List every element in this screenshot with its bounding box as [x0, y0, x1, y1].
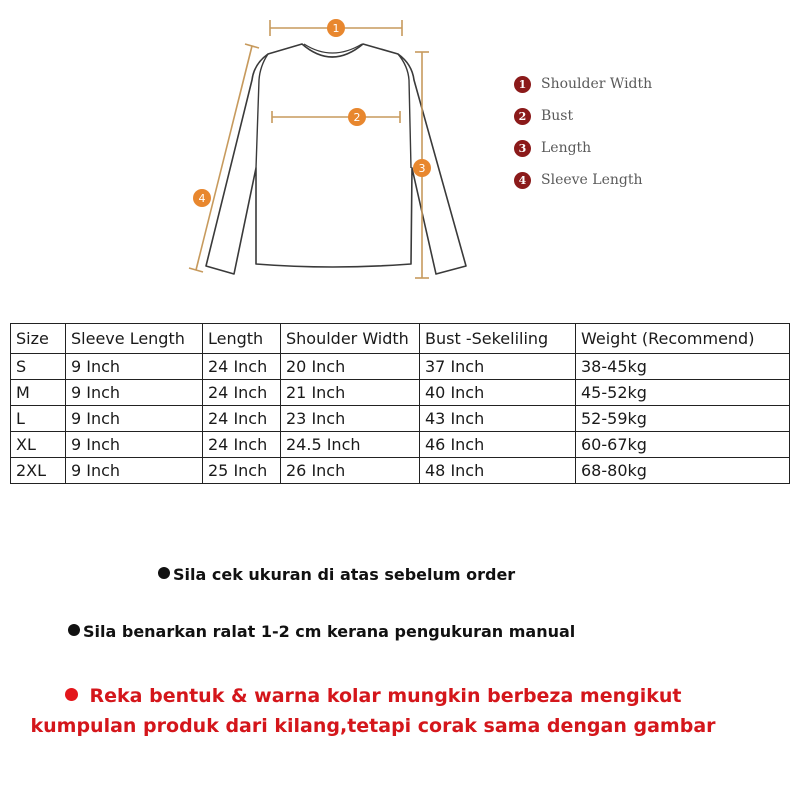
garment-measurement-diagram — [160, 8, 490, 283]
table-cell: 9 Inch — [66, 458, 203, 484]
table-cell: 40 Inch — [420, 380, 576, 406]
table-cell: 9 Inch — [66, 432, 203, 458]
table-cell: XL — [11, 432, 66, 458]
table-cell: 9 Inch — [66, 354, 203, 380]
table-cell: 26 Inch — [281, 458, 420, 484]
table-cell: 20 Inch — [281, 354, 420, 380]
legend-label: Sleeve Length — [541, 172, 643, 188]
bullet-icon — [68, 624, 80, 636]
marker-3 — [413, 159, 431, 177]
shirt-outline — [206, 44, 466, 274]
measurement-legend — [514, 68, 652, 196]
marker-2 — [348, 108, 366, 126]
table-cell: 37 Inch — [420, 354, 576, 380]
table-cell: 60-67kg — [576, 432, 790, 458]
table-cell: M — [11, 380, 66, 406]
legend-item-sleeve-length — [514, 164, 652, 196]
bullet-icon — [158, 567, 170, 579]
header-shoulder-width: Shoulder Width — [281, 324, 420, 354]
table-cell: 68-80kg — [576, 458, 790, 484]
table-cell: 43 Inch — [420, 406, 576, 432]
table-cell: 52-59kg — [576, 406, 790, 432]
note-text: Sila benarkan ralat 1-2 cm kerana pengukuran manual — [83, 622, 576, 641]
table-cell: L — [11, 406, 66, 432]
legend-label: Shoulder Width — [541, 76, 653, 92]
table-cell: 24 Inch — [203, 406, 281, 432]
table-cell: 45-52kg — [576, 380, 790, 406]
marker-4 — [193, 189, 211, 207]
header-length: Length — [203, 324, 281, 354]
table-cell: 24.5 Inch — [281, 432, 420, 458]
note-disclaimer — [28, 681, 718, 741]
note-check-size — [158, 565, 515, 584]
svg-text:4: 4 — [198, 192, 206, 205]
table-cell: 24 Inch — [203, 354, 281, 380]
table-header-row — [11, 324, 790, 354]
table-cell: 9 Inch — [66, 406, 203, 432]
legend-number: 4 — [514, 172, 531, 189]
table-cell: 38-45kg — [576, 354, 790, 380]
header-bust: Bust -Sekeliling — [420, 324, 576, 354]
table-cell: 25 Inch — [203, 458, 281, 484]
size-chart-table — [10, 323, 790, 484]
table-row — [11, 432, 790, 458]
legend-item-bust — [514, 100, 652, 132]
header-sleeve-length: Sleeve Length — [66, 324, 203, 354]
svg-text:2: 2 — [353, 111, 361, 124]
table-row — [11, 380, 790, 406]
table-row — [11, 354, 790, 380]
table-row — [11, 458, 790, 484]
legend-item-length — [514, 132, 652, 164]
table-cell: 9 Inch — [66, 380, 203, 406]
table-cell: 24 Inch — [203, 380, 281, 406]
table-cell: S — [11, 354, 66, 380]
table-cell: 2XL — [11, 458, 66, 484]
note-tolerance — [68, 622, 575, 641]
legend-number: 2 — [514, 108, 531, 125]
table-cell: 46 Inch — [420, 432, 576, 458]
table-cell: 48 Inch — [420, 458, 576, 484]
header-weight: Weight (Recommend) — [576, 324, 790, 354]
svg-text:3: 3 — [418, 162, 426, 175]
legend-number: 3 — [514, 140, 531, 157]
disclaimer-text: Reka bentuk & warna kolar mungkin berbeza mengikut kumpulan produk dari kilang,tetapi corak sama dengan gambar — [30, 685, 716, 737]
legend-item-shoulder-width — [514, 68, 652, 100]
legend-label: Bust — [541, 108, 574, 124]
table-cell: 23 Inch — [281, 406, 420, 432]
red-bullet-icon — [65, 688, 78, 701]
table-cell: 24 Inch — [203, 432, 281, 458]
legend-number: 1 — [514, 76, 531, 93]
marker-1 — [327, 19, 345, 37]
svg-text:1: 1 — [332, 22, 340, 35]
table-row — [11, 406, 790, 432]
table-cell: 21 Inch — [281, 380, 420, 406]
header-size: Size — [11, 324, 66, 354]
note-text: Sila cek ukuran di atas sebelum order — [173, 565, 516, 584]
legend-label: Length — [541, 140, 592, 156]
